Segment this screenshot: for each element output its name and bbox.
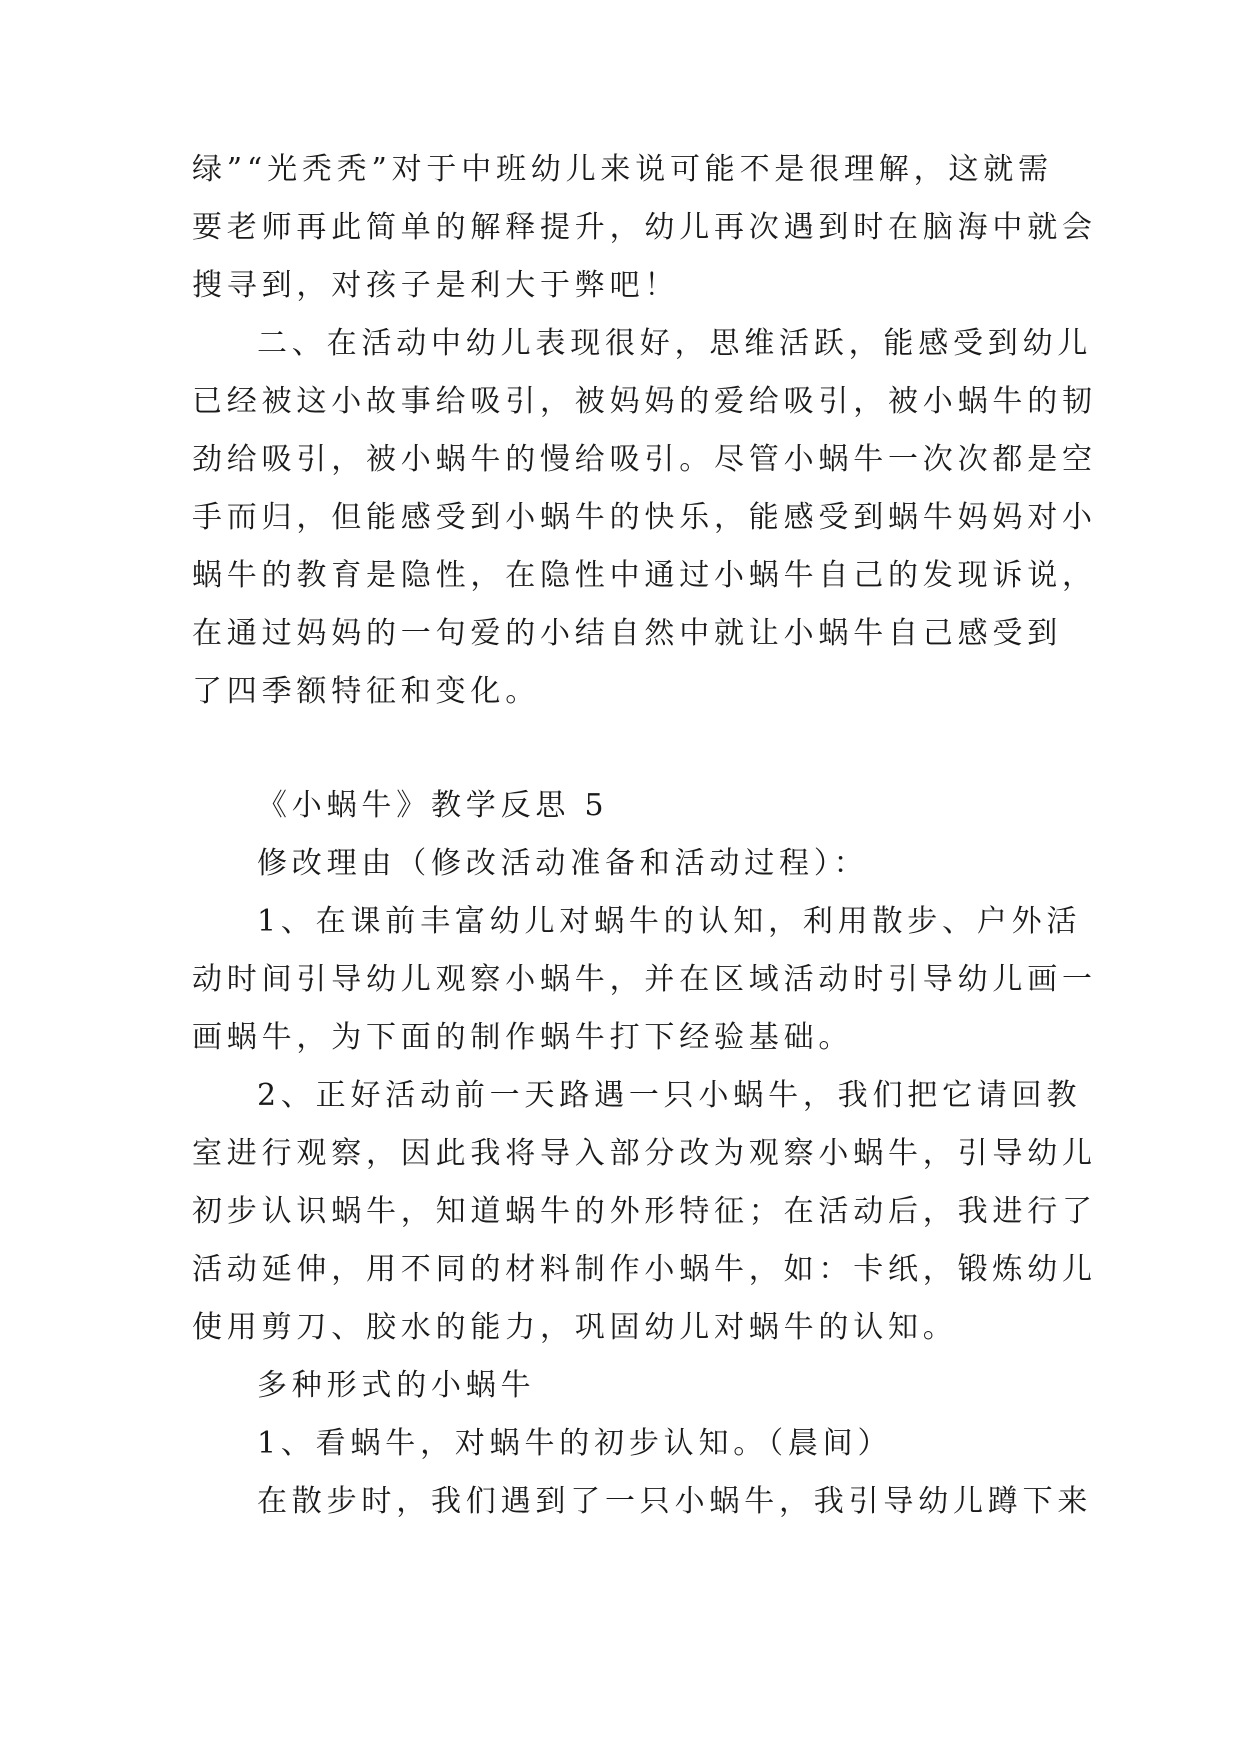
text-line: 搜寻到，对孩子是利大于弊吧！ [192, 268, 680, 303]
paragraph-start-line: 2、正好活动前一天路遇一只小蜗牛，我们把它请回教 [257, 1078, 1082, 1113]
paragraph-start-line: 多种形式的小蜗牛 [257, 1368, 536, 1403]
text-line: 手而归，但能感受到小蜗牛的快乐，能感受到蜗牛妈妈对小 [192, 500, 1097, 535]
text-line: 活动延伸，用不同的材料制作小蜗牛，如：卡纸，锻炼幼儿 [192, 1252, 1097, 1287]
text-line: 蜗牛的教育是隐性，在隐性中通过小蜗牛自己的发现诉说， [192, 558, 1097, 593]
text-line: 劲给吸引，被小蜗牛的慢给吸引。尽管小蜗牛一次次都是空 [192, 442, 1097, 477]
text-line: 画蜗牛，为下面的制作蜗牛打下经验基础。 [192, 1020, 854, 1055]
paragraph-start-line: 在散步时，我们遇到了一只小蜗牛，我引导幼儿蹲下来 [257, 1484, 1093, 1519]
paragraph-start-line: 二、在活动中幼儿表现很好，思维活跃，能感受到幼儿 [257, 326, 1093, 361]
text-line: 绿”“光秃秃”对于中班幼儿来说可能不是很理解，这就需 [192, 152, 1053, 187]
text-line: 使用剪刀、胶水的能力，巩固幼儿对蜗牛的认知。 [192, 1310, 958, 1345]
text-line: 了四季额特征和变化。 [192, 674, 540, 709]
paragraph-start-line: 修改理由（修改活动准备和活动过程）： [257, 846, 869, 881]
section-heading: 《小蜗牛》教学反思 5 [257, 788, 609, 823]
text-line: 已经被这小故事给吸引，被妈妈的爱给吸引，被小蜗牛的韧 [192, 384, 1097, 419]
paragraph-start-line: 1、看蜗牛，对蜗牛的初步认知。（晨间） [257, 1426, 893, 1461]
text-line: 在通过妈妈的一句爱的小结自然中就让小蜗牛自己感受到 [192, 616, 1062, 651]
text-line: 要老师再此简单的解释提升，幼儿再次遇到时在脑海中就会 [192, 210, 1097, 245]
text-line: 室进行观察，因此我将导入部分改为观察小蜗牛，引导幼儿 [192, 1136, 1097, 1171]
paragraph-start-line: 1、在课前丰富幼儿对蜗牛的认知，利用散步、户外活 [257, 904, 1082, 939]
text-line: 初步认识蜗牛，知道蜗牛的外形特征；在活动后，我进行了 [192, 1194, 1097, 1229]
text-line: 动时间引导幼儿观察小蜗牛，并在区域活动时引导幼儿画一 [192, 962, 1097, 997]
